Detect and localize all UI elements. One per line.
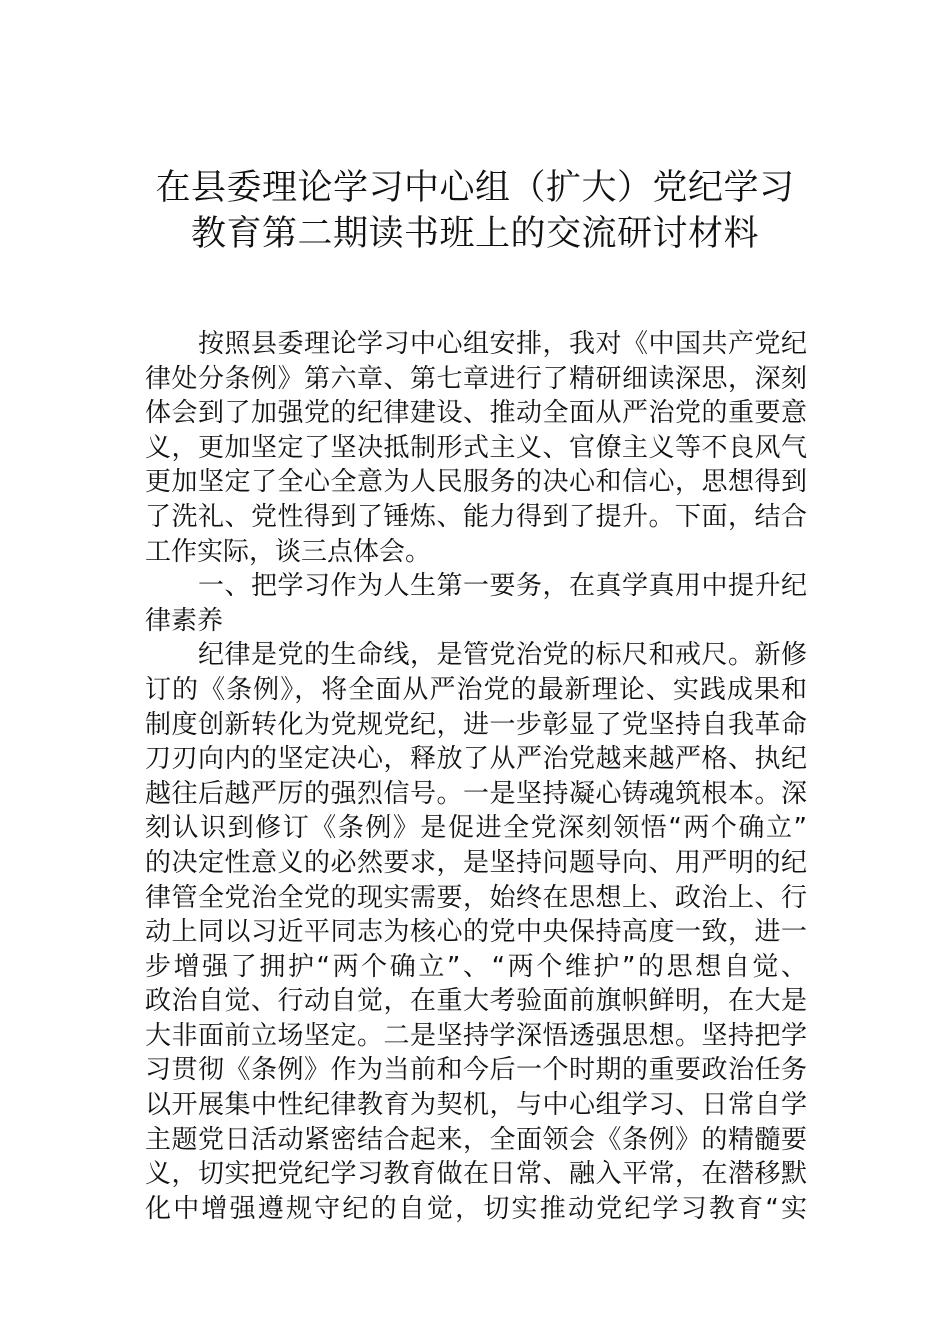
body-text-line: 化中增强遵规守纪的自觉，切实推动党纪学习教育“实	[145, 1193, 807, 1224]
body-text-line: 步增强了拥护“两个确立”、“两个维护”的思想自觉、	[145, 951, 807, 982]
document-body	[145, 327, 807, 1226]
body-text-line: 工作实际，谈三点体会。	[145, 536, 432, 567]
body-text-line: 订的《条例》，将全面从严治党的最新理论、实践成果和	[145, 674, 807, 705]
body-text-line: 律素养	[145, 605, 224, 636]
body-text-line: 越往后越严厉的强烈信号。一是坚持凝心铸魂筑根本。深	[145, 778, 807, 809]
document-title-line-2: 教育第二期读书班上的交流研讨材料	[190, 214, 759, 254]
body-text-line: 义，切实把党纪学习教育做在日常、融入平常，在潜移默	[145, 1159, 807, 1190]
body-text-line: 政治自觉、行动自觉，在重大考验面前旗帜鲜明，在大是	[145, 986, 807, 1017]
body-text-line: 一、把学习作为人生第一要务，在真学真用中提升纪	[145, 571, 807, 602]
body-text-line: 刀刃向内的坚定决心，释放了从严治党越来越严格、执纪	[145, 744, 807, 775]
body-text-line: 按照县委理论学习中心组安排，我对《中国共产党纪	[145, 329, 807, 359]
body-text-line: 律管全党治全党的现实需要，始终在思想上、政治上、行	[145, 882, 807, 913]
body-text-line: 更加坚定了全心全意为人民服务的决心和信心，思想得到	[145, 467, 807, 498]
body-text-line: 纪律是党的生命线，是管党治党的标尺和戒尺。新修	[145, 640, 807, 671]
body-text-line: 的决定性意义的必然要求，是坚持问题导向、用严明的纪	[145, 847, 807, 878]
body-text-line: 主题党日活动紧密结合起来，全面领会《条例》的精髓要	[145, 1124, 807, 1155]
body-text-line: 制度创新转化为党规党纪，进一步彰显了党坚持自我革命	[145, 709, 807, 740]
body-text-line: 律处分条例》第六章、第七章进行了精研细读深思，深刻	[145, 363, 807, 394]
document-title-line-1: 在县委理论学习中心组（扩大）党纪学习	[155, 168, 795, 208]
body-text-line: 动上同以习近平同志为核心的党中央保持高度一致，进一	[145, 917, 807, 948]
body-text-line: 义，更加坚定了坚决抵制形式主义、官僚主义等不良风气	[145, 432, 807, 463]
body-text-line: 大非面前立场坚定。二是坚持学深悟透强思想。坚持把学	[145, 1020, 807, 1051]
body-text-line: 以开展集中性纪律教育为契机，与中心组学习、日常自学	[145, 1090, 807, 1121]
body-text-line: 刻认识到修订《条例》是促进全党深刻领悟“两个确立”	[145, 813, 807, 844]
body-text-line: 体会到了加强党的纪律建设、推动全面从严治党的重要意	[145, 398, 807, 429]
body-text-line: 了洗礼、党性得到了锤炼、能力得到了提升。下面，结合	[145, 501, 807, 532]
body-text-line: 习贯彻《条例》作为当前和今后一个时期的重要政治任务	[145, 1055, 807, 1086]
